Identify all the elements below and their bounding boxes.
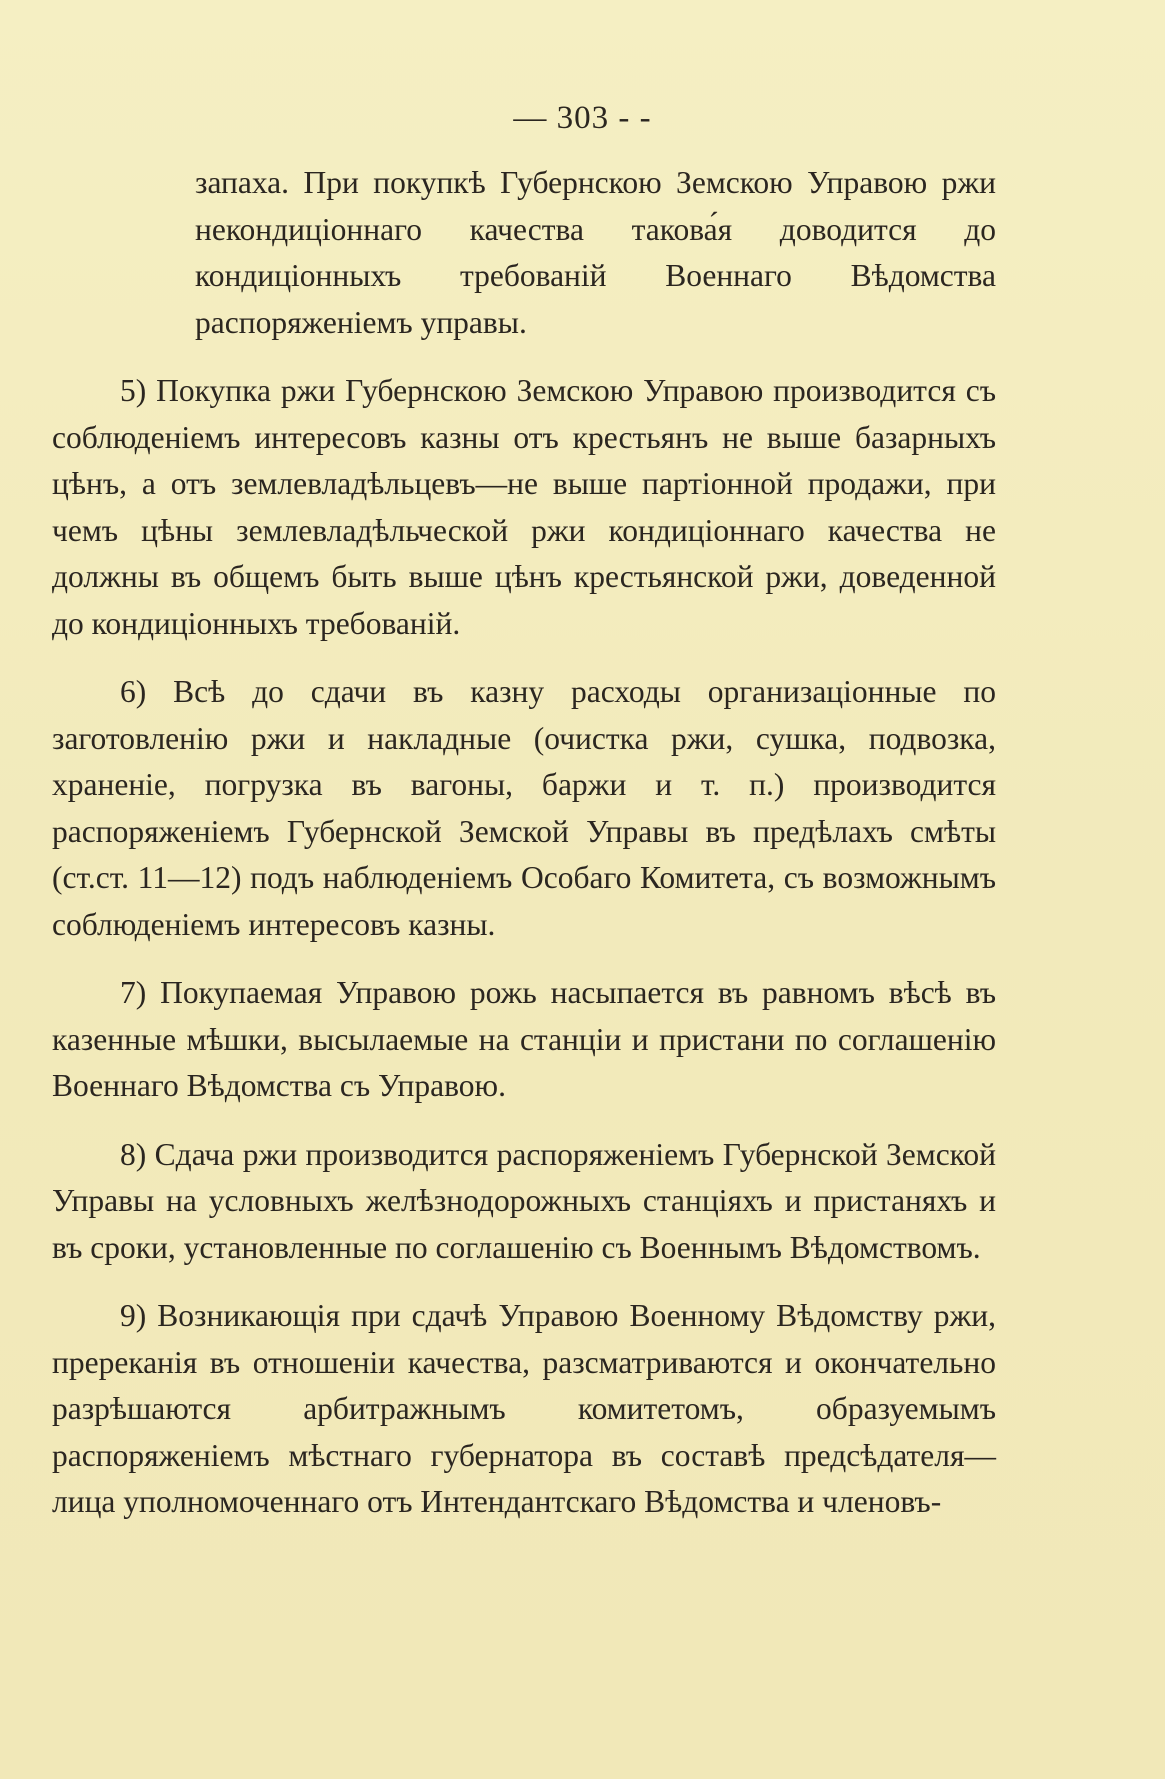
- paragraph-9: 9) Возникающія при сдачѣ Управою Военному Вѣдомству ржи, пререканія въ отношеніи качества, разсматриваются и окончательно разрѣшаются арбитражнымъ комитетомъ, образуемымъ распоряженіемъ мѣстнаго губернатора въ составѣ предсѣдателя—лица уполномоченнаго отъ Интендантскаго Вѣдомства и членовъ-: [52, 1298, 996, 1519]
- page-number: — 303 - -: [513, 100, 652, 136]
- paragraph-continued: запаха. При покупкѣ Губернскою Земскою Управою ржи некондиціоннаго качества такова́я доводится до кондиціонныхъ требованій Военнаго Вѣдомства распоряженіемъ управы.: [195, 165, 996, 340]
- body-text: [52, 160, 996, 1526]
- paragraph-6: 6) Всѣ до сдачи въ казну расходы организаціонные по заготовленію ржи и накладные (очистка ржи, сушка, подвозка, храненіе, погрузка въ вагоны, баржи и т. п.) производится распоряженіемъ Губернской Земской Управы въ предѣлахъ смѣты (ст.ст. 11—12) подъ наблюденіемъ Особаго Комитета, съ возможнымъ соблюденіемъ интересовъ казны.: [52, 674, 996, 942]
- paragraph-5: 5) Покупка ржи Губернскою Земскою Управою производится съ соблюденіемъ интересовъ казны отъ крестьянъ не выше базарныхъ цѣнъ, а отъ землевладѣльцевъ—не выше партіонной продажи, при чемъ цѣны землевладѣльческой ржи кондиціоннаго качества не должны въ общемъ быть выше цѣнъ крестьянской ржи, доведенной до кондиціонныхъ требованій.: [52, 373, 996, 641]
- paragraph-8: 8) Сдача ржи производится распоряженіемъ Губернской Земской Управы на условныхъ желѣзнодорожныхъ станціяхъ и пристаняхъ и въ сроки, установленные по соглашенію съ Военнымъ Вѣдомствомъ.: [52, 1136, 996, 1265]
- paragraph-7: 7) Покупаемая Управою рожь насыпается въ равномъ вѣсѣ въ казенные мѣшки, высылаемые на станціи и пристани по соглашенію Военнаго Вѣдомства съ Управою.: [52, 975, 996, 1103]
